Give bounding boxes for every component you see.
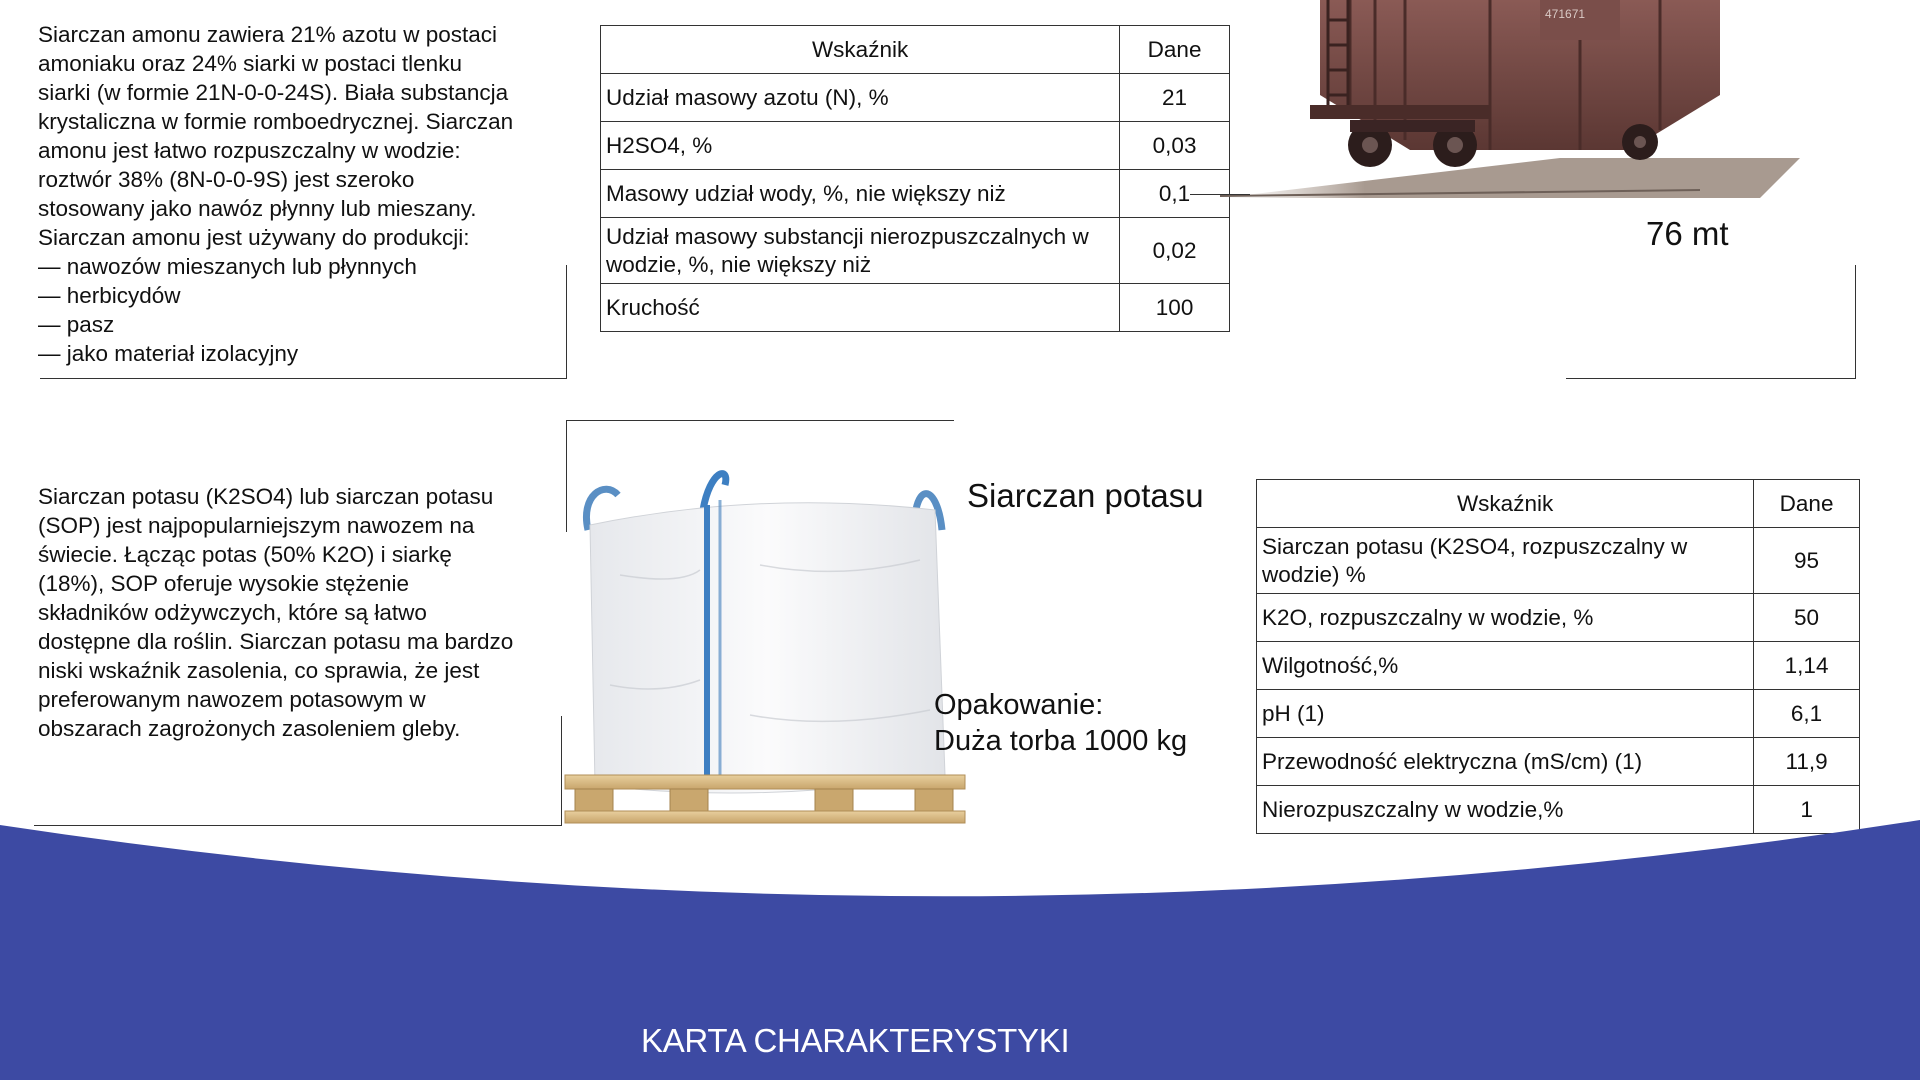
- row-value: 11,9: [1754, 738, 1860, 786]
- svg-text:471671: 471671: [1545, 7, 1586, 21]
- row-value: 6,1: [1754, 690, 1860, 738]
- wagon-capacity-caption: 76 mt: [1646, 215, 1729, 252]
- row-label: H2SO4, %: [601, 122, 1120, 170]
- text-line: preferowanym nawozem potasowym w: [38, 687, 426, 712]
- row-label: Wilgotność,%: [1257, 642, 1754, 690]
- text-line: Siarczan potasu (K2SO4) lub siarczan potasu: [38, 484, 494, 509]
- row-label: K2O, rozpuszczalny w wodzie, %: [1257, 594, 1754, 642]
- text-line: dostępne dla roślin. Siarczan potasu ma bardzo: [38, 629, 514, 654]
- big-bag-on-pallet-image: [560, 455, 980, 835]
- column-header-indicator: Wskaźnik: [601, 26, 1120, 74]
- row-label: Siarczan potasu (K2SO4, rozpuszczalny w wodzie) %: [1257, 528, 1754, 594]
- table-row: [601, 170, 1230, 218]
- table-row: [601, 74, 1230, 122]
- decorative-bracket: [1566, 265, 1856, 379]
- table-row: [1257, 642, 1860, 690]
- footer-title: KARTA CHARAKTERYSTYKI: [641, 1022, 1070, 1059]
- text-line: amoniaku oraz 24% siarki w postaci tlenku: [38, 51, 462, 76]
- packaging-value: Duża torba 1000 kg: [934, 725, 1188, 757]
- text-line: stosowany jako nawóz płynny lub mieszany.: [38, 196, 477, 221]
- table-row: [601, 284, 1230, 332]
- row-value: 1,14: [1754, 642, 1860, 690]
- table-header-row: [1257, 480, 1860, 528]
- list-item: — herbicydów: [38, 283, 181, 308]
- text-line: niski wskaźnik zasolenia, co sprawia, że jest: [38, 658, 480, 683]
- packaging-info: [934, 687, 1187, 759]
- decorative-bracket: [40, 265, 567, 379]
- list-item: — pasz: [38, 312, 115, 337]
- column-header-data: Dane: [1120, 26, 1230, 74]
- text-line: amonu jest łatwo rozpuszczalny w wodzie:: [38, 138, 461, 163]
- row-value: 50: [1754, 594, 1860, 642]
- table-row: [1257, 690, 1860, 738]
- table-row: [1257, 528, 1860, 594]
- row-label: Przewodność elektryczna (mS/cm) (1): [1257, 738, 1754, 786]
- text-line: (18%), SOP oferuje wysokie stężenie: [38, 571, 410, 596]
- text-line: Siarczan amonu jest używany do produkcji:: [38, 225, 470, 250]
- hopper-railcar-image: [1200, 0, 1800, 200]
- row-label: Udział masowy azotu (N), %: [601, 74, 1120, 122]
- text-line: składników odżywczych, które są łatwo: [38, 600, 427, 625]
- row-value: 0,1: [1120, 170, 1230, 218]
- text-line: świecie. Łącząc potas (50% K2O) i siarkę: [38, 542, 452, 567]
- row-label: Masowy udział wody, %, nie większy niż: [601, 170, 1120, 218]
- potassium-sulfate-caption: Siarczan potasu: [967, 477, 1204, 514]
- table-row: [1257, 594, 1860, 642]
- table-row: [601, 122, 1230, 170]
- decorative-line: [1190, 194, 1250, 195]
- column-header-indicator: Wskaźnik: [1257, 480, 1754, 528]
- ammonium-sulfate-spec-table: [600, 25, 1230, 332]
- row-value: 95: [1754, 528, 1860, 594]
- text-line: roztwór 38% (8N-0-0-9S) jest szeroko: [38, 167, 415, 192]
- row-value: 0,03: [1120, 122, 1230, 170]
- row-value: 21: [1120, 74, 1230, 122]
- text-line: obszarach zagrożonych zasoleniem gleby.: [38, 716, 461, 741]
- table-header-row: [601, 26, 1230, 74]
- packaging-label: Opakowanie:: [934, 689, 1104, 721]
- text-line: siarki (w formie 21N-0-0-24S). Biała substancja: [38, 80, 509, 105]
- row-label: Kruchość: [601, 284, 1120, 332]
- row-label: pH (1): [1257, 690, 1754, 738]
- potassium-sulfate-spec-table: [1256, 479, 1860, 834]
- row-value: 0,02: [1120, 218, 1230, 284]
- row-label: Nierozpuszczalny w wodzie,%: [1257, 786, 1754, 834]
- table-row: [1257, 738, 1860, 786]
- column-header-data: Dane: [1754, 480, 1860, 528]
- list-item: — nawozów mieszanych lub płynnych: [38, 254, 417, 279]
- potassium-sulfate-description: [38, 482, 558, 743]
- text-line: (SOP) jest najpopularniejszym nawozem na: [38, 513, 475, 538]
- row-value: 100: [1120, 284, 1230, 332]
- row-value: 1: [1754, 786, 1860, 834]
- text-line: krystaliczna w formie romboedrycznej. Siarczan: [38, 109, 514, 134]
- list-item: — jako materiał izolacyjny: [38, 341, 299, 366]
- text-line: Siarczan amonu zawiera 21% azotu w postaci: [38, 22, 497, 47]
- table-row: [601, 218, 1230, 284]
- row-label: Udział masowy substancji nierozpuszczalnych w wodzie, %, nie większy niż: [601, 218, 1120, 284]
